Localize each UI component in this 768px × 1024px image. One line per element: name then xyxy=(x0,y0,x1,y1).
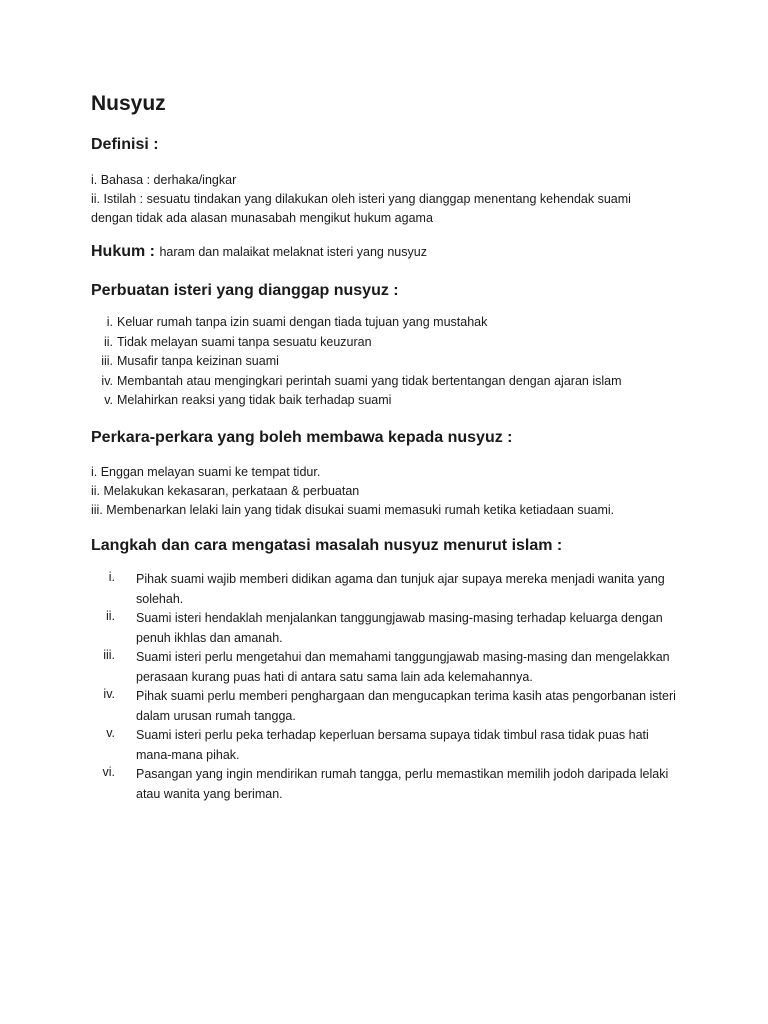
definisi-line-2: ii. Istilah : sesuatu tindakan yang dilakukan oleh isteri yang dianggap menentang kehendak suami xyxy=(91,192,631,206)
hukum-paragraph xyxy=(91,243,427,261)
definisi-line-1: i. Bahasa : derhaka/ingkar xyxy=(91,173,237,187)
perkara-line-2: ii. Melakukan kekasaran, perkataan & perbuatan xyxy=(91,484,360,498)
perbuatan-heading: Perbuatan isteri yang dianggap nusyuz : xyxy=(91,282,399,299)
perbuatan-item-number: i. xyxy=(106,315,113,329)
langkah-item-number: ii. xyxy=(105,609,115,623)
langkah-item-number: i. xyxy=(108,570,115,584)
perkara-line-3: iii. Membenarkan lelaki lain yang tidak disukai suami memasuki rumah ketika ketiadaan suami. xyxy=(91,503,615,517)
perkara-line-1: i. Enggan melayan suami ke tempat tidur. xyxy=(91,465,321,479)
langkah-item-number: vi. xyxy=(102,765,115,779)
definisi-heading: Definisi : xyxy=(91,136,159,153)
langkah-item-number: v. xyxy=(106,726,115,740)
page-title: Nusyuz xyxy=(91,92,166,115)
perbuatan-item-number: v. xyxy=(104,393,113,407)
perbuatan-item-number: iii. xyxy=(101,354,113,368)
langkah-item-text: Pihak suami perlu memberi penghargaan dan mengucapkan terima kasih atas pengorbanan isteri dalam urusan rumah tangga. xyxy=(136,689,676,723)
definisi-line-3: dengan tidak ada alasan munasabah mengikut hukum agama xyxy=(91,211,433,225)
langkah-heading: Langkah dan cara mengatasi masalah nusyuz menurut islam : xyxy=(91,537,563,554)
perbuatan-item-text: Musafir tanpa keizinan suami xyxy=(117,354,279,368)
langkah-item-text: Pasangan yang ingin mendirikan rumah tangga, perlu memastikan memilih jodoh daripada lelaki atau wanita yang beriman. xyxy=(136,767,669,801)
perbuatan-item-number: ii. xyxy=(103,334,113,349)
perbuatan-item-text: Membantah atau mengingkari perintah suami yang tidak bertentangan dengan ajaran islam xyxy=(117,373,622,388)
langkah-item-text: Suami isteri perlu peka terhadap keperluan bersama supaya tidak timbul rasa tidak puas hati mana-mana pihak. xyxy=(136,728,649,762)
perbuatan-item-text: Keluar rumah tanpa izin suami dengan tiada tujuan yang mustahak xyxy=(117,315,488,329)
perbuatan-item-number: iv. xyxy=(101,373,113,388)
langkah-item-text: Pihak suami wajib memberi didikan agama dan tunjuk ajar supaya mereka menjadi wanita yang solehah. xyxy=(136,572,665,606)
perbuatan-item-text: Melahirkan reaksi yang tidak baik terhadap suami xyxy=(117,393,392,407)
langkah-item-text: Suami isteri perlu mengetahui dan memahami tanggungjawab masing-masing dan mengelakkan perasaan kurang puas hati di antara satu sama lain ada kelemahannya. xyxy=(136,650,670,684)
perkara-heading: Perkara-perkara yang boleh membawa kepada nusyuz : xyxy=(91,429,513,446)
perbuatan-item-text: Tidak melayan suami tanpa sesuatu keuzuran xyxy=(117,334,372,349)
langkah-item-number: iv. xyxy=(103,687,115,701)
hukum-text: haram dan malaikat melaknat isteri yang nusyuz xyxy=(159,245,427,259)
hukum-label: Hukum : xyxy=(91,243,155,260)
langkah-item-number: iii. xyxy=(103,648,115,662)
langkah-item-text: Suami isteri hendaklah menjalankan tanggungjawab masing-masing terhadap keluarga dengan penuh ikhlas dan amanah. xyxy=(136,611,663,645)
